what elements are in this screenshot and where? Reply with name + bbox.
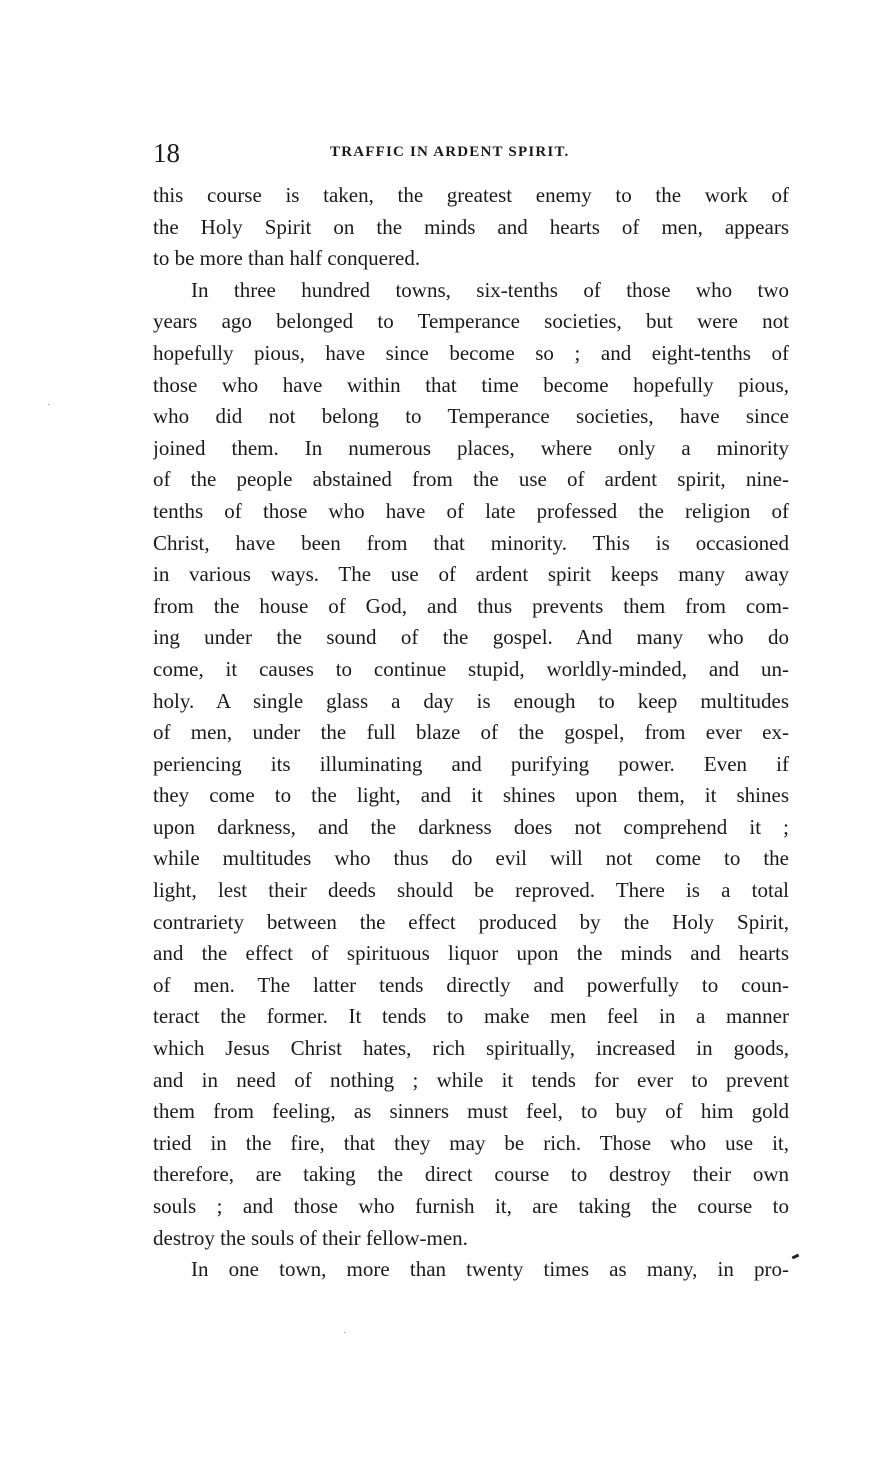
text-line: periencing its illuminating and purifying power. Even if xyxy=(153,751,789,776)
text-line: upon darkness, and the darkness does not comprehend it ; xyxy=(153,814,789,839)
text-line: and in need of nothing ; while it tends for ever to prevent xyxy=(153,1067,789,1092)
text-line: come, it causes to continue stupid, worldly-minded, and un- xyxy=(153,656,789,681)
text-line: hopefully pious, have since become so ; and eight-tenths of xyxy=(153,340,789,365)
paper-speck xyxy=(48,404,49,405)
body-text xyxy=(153,180,789,1286)
page-header xyxy=(153,138,789,168)
text-line: souls ; and those who furnish it, are taking the course to xyxy=(153,1194,789,1218)
text-line: and the effect of spirituous liquor upon the minds and hearts xyxy=(153,941,789,966)
text-line: joined them. In numerous places, where only a minority xyxy=(153,435,789,460)
text-line: those who have within that time become hopefully pious, xyxy=(153,372,789,397)
text-line: Christ, have been from that minority. This is occasioned xyxy=(153,530,789,555)
text-line: contrariety between the effect produced by the Holy Spirit, xyxy=(153,909,789,934)
text-line: from the house of God, and thus prevents them from com- xyxy=(153,593,789,618)
text-line: to be more than half conquered. xyxy=(153,246,421,271)
paragraph-start-line: In three hundred towns, six-tenths of those who two xyxy=(191,277,789,302)
text-line: while multitudes who thus do evil will not come to the xyxy=(153,846,789,871)
text-line: light, lest their deeds should be reproved. There is a total xyxy=(153,878,789,903)
text-line: destroy the souls of their fellow-men. xyxy=(153,1225,468,1250)
text-line: years ago belonged to Temperance societies, but were not xyxy=(153,309,789,334)
text-line: therefore, are taking the direct course to destroy their own xyxy=(153,1162,789,1187)
text-line: who did not belong to Temperance societies, have since xyxy=(153,404,789,429)
paper-speck xyxy=(344,1332,345,1333)
running-title: TRAFFIC IN ARDENT SPIRIT. xyxy=(330,144,570,160)
text-line: holy. A single glass a day is enough to keep multitudes xyxy=(153,688,789,713)
text-line: the Holy Spirit on the minds and hearts of men, appears xyxy=(153,214,789,239)
text-line: in various ways. The use of ardent spirit keeps many away xyxy=(153,562,789,587)
paragraph-start-line: In one town, more than twenty times as many, in pro- xyxy=(191,1257,789,1282)
text-line: teract the former. It tends to make men feel in a manner xyxy=(153,1004,789,1029)
text-line: of the people abstained from the use of ardent spirit, nine- xyxy=(153,467,789,492)
text-line: them from feeling, as sinners must feel, to buy of him gold xyxy=(153,1099,789,1124)
page-number: 18 xyxy=(153,138,180,168)
text-line: which Jesus Christ hates, rich spiritually, increased in goods, xyxy=(153,1036,789,1061)
text-line: of men, under the full blaze of the gospel, from ever ex- xyxy=(153,720,789,745)
text-line: this course is taken, the greatest enemy to the work of xyxy=(153,183,789,207)
ink-mark xyxy=(792,1254,800,1260)
text-line: tenths of those who have of late professed the religion of xyxy=(153,498,789,523)
text-line: tried in the fire, that they may be rich. Those who use it, xyxy=(153,1130,789,1155)
text-line: ing under the sound of the gospel. And many who do xyxy=(153,625,789,650)
text-line: they come to the light, and it shines upon them, it shines xyxy=(153,783,789,808)
text-line: of men. The latter tends directly and powerfully to coun- xyxy=(153,972,789,997)
